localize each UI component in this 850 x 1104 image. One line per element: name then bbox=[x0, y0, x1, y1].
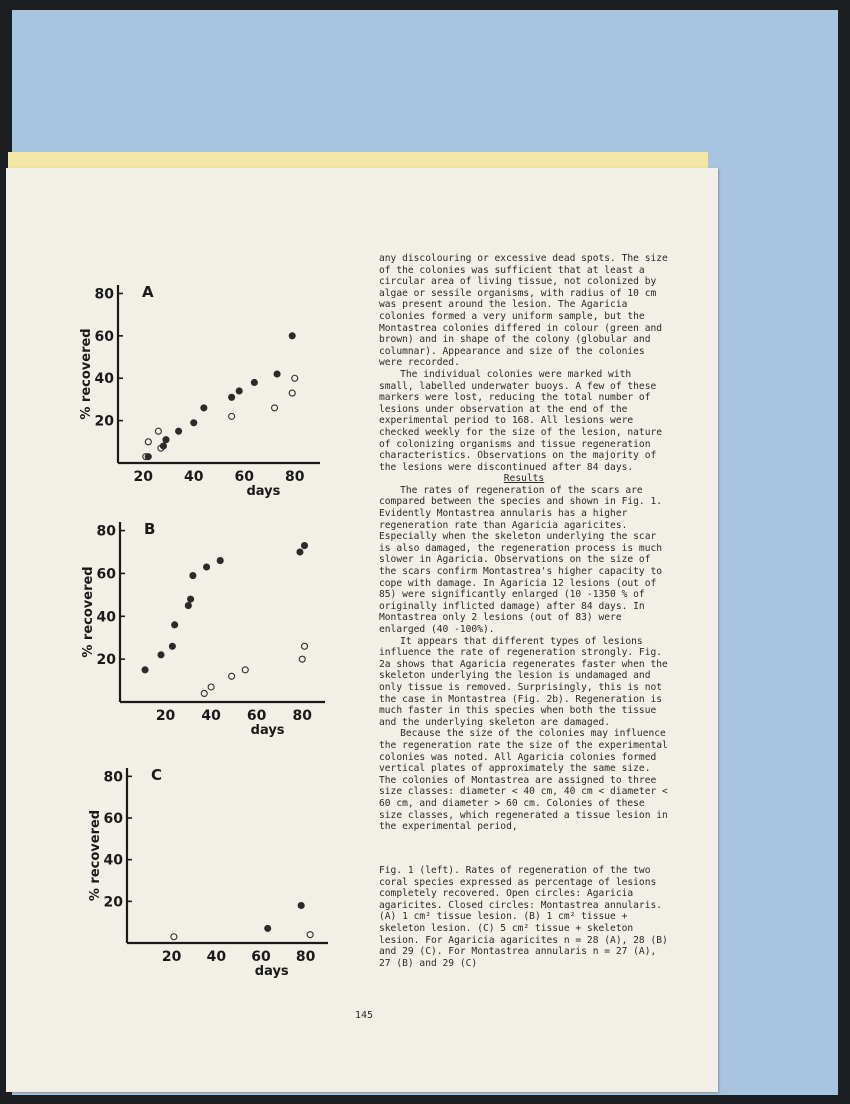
chart-b-closed-point bbox=[172, 622, 178, 628]
chart-b-open-point bbox=[201, 690, 207, 696]
chart-a-closed-point bbox=[236, 388, 242, 394]
chart-a-open-point bbox=[145, 439, 151, 445]
chart-b-closed-point bbox=[204, 564, 210, 570]
chart-b-open-point bbox=[302, 643, 308, 649]
chart-a-closed-point bbox=[229, 394, 235, 400]
chart-b-closed-point bbox=[190, 573, 196, 579]
chart-b-y-axis-label: % recovered bbox=[81, 566, 96, 658]
chart-a-panel-label: A bbox=[142, 283, 154, 301]
figure-caption: Fig. 1 (left). Rates of regeneration of the two coral species expressed as percentage of lesions completely recovered. Open circles: Agaricia agaricites. Closed circles: Montastrea annularis. (A) 1 cm² tissue lesion. (B) 1 cm² tissue + skeleton lesion. (C) 5 cm² tissue + skeleton lesion. For Agaricia agaricites n = 28 (A), 28 (B) and 29 (C). For Montastrea annularis n = 27 (A), 27 (B) and 29 (C) bbox=[379, 865, 668, 969]
chart-a-closed-point bbox=[201, 405, 207, 411]
chart-b-closed-point bbox=[169, 643, 175, 649]
chart-a-closed-point bbox=[251, 379, 257, 385]
chart-b-open-point bbox=[208, 684, 214, 690]
chart-b-closed-point bbox=[302, 543, 308, 549]
chart-b-closed-point bbox=[158, 652, 164, 658]
chart-a-y-tick-label: 20 bbox=[94, 413, 114, 430]
paragraph-4: It appears that different types of lesions influence the rate of regeneration strongly. Fig. 2a shows that Agaricia regenerates faster when the skeleton underlying the lesion is undamaged and only tissue is removed. Surprisingly, this is not the case in Montastrea (Fig. 2b). Regeneration is much faster in this species when both the tissue and the underlying skeleton are damaged. bbox=[379, 635, 668, 728]
chart-b-open-point bbox=[229, 673, 235, 679]
chart-a-open-point bbox=[272, 405, 278, 411]
results-heading: Results bbox=[503, 473, 545, 485]
page-number: 145 bbox=[355, 1010, 374, 1021]
chart-b-y-tick-label: 60 bbox=[96, 566, 116, 583]
paragraph-3: The rates of regeneration of the scars are compared between the species and shown in Fig. 1. Evidently Montastrea annularis has a higher regeneration rate than Agaricia agaricites. Especially when the skeleton underlying the scar is also damaged, the regeneration process is much slower in Agaricia. Observations on the size of the scars confirm Montastrea's higher capacity to cope with damage. In Agaricia 12 lesions (out of 85) were significantly enlarged (10 -1350 % of originally inflicted damage) after 84 days. In Montastrea only 2 lesions (out of 83) were enlarged (40 -100%). bbox=[379, 484, 663, 635]
paragraph-2: The individual colonies were marked with small, labelled underwater buoys. A few of these markers were lost, reducing the total number of lesions under observation at the end of the experimental period to 168. All lesions were checked weekly for the size of the lesion, nature of colonizing organisms and tissue regeneration characteristics. Observations on the majority of the lesions were discontinued after 84 days. bbox=[379, 368, 663, 473]
chart-a bbox=[70, 270, 340, 500]
chart-b-closed-point bbox=[142, 667, 148, 673]
chart-a-closed-point bbox=[289, 333, 295, 339]
chart-a-x-tick-label: 20 bbox=[133, 469, 153, 485]
chart-b-x-axis-label: days bbox=[250, 723, 285, 738]
chart-c-x-tick-label: 40 bbox=[206, 949, 227, 965]
chart-a-y-tick-label: 80 bbox=[94, 286, 114, 303]
chart-a-open-point bbox=[155, 428, 161, 434]
chart-a-x-axis-label: days bbox=[246, 484, 281, 499]
chart-c-closed-point bbox=[265, 925, 271, 931]
chart-c-closed-point bbox=[298, 903, 304, 909]
chart-b-closed-point bbox=[188, 596, 194, 602]
chart-c-open-point bbox=[307, 932, 313, 938]
chart-c-y-tick-label: 40 bbox=[103, 852, 123, 869]
chart-c-y-axis-label: % recovered bbox=[88, 809, 103, 902]
chart-c-x-axis-label: days bbox=[254, 964, 289, 979]
chart-c bbox=[70, 755, 340, 979]
chart-a-svg bbox=[70, 270, 340, 500]
chart-c-y-tick-label: 80 bbox=[103, 769, 123, 786]
chart-b-svg bbox=[70, 510, 340, 750]
chart-c-x-tick-label: 20 bbox=[161, 949, 182, 965]
chart-b-panel-label: B bbox=[144, 520, 156, 538]
chart-a-open-point bbox=[292, 375, 298, 381]
chart-a-closed-point bbox=[176, 428, 182, 434]
chart-a-closed-point bbox=[191, 420, 197, 426]
chart-b bbox=[70, 510, 340, 750]
chart-b-y-tick-label: 80 bbox=[96, 523, 116, 540]
chart-b-closed-point bbox=[297, 549, 303, 555]
chart-a-y-axis-label: % recovered bbox=[79, 328, 94, 420]
chart-a-y-tick-label: 60 bbox=[94, 328, 114, 345]
chart-c-x-tick-label: 80 bbox=[295, 949, 316, 965]
chart-a-y-tick-label: 40 bbox=[94, 371, 114, 388]
chart-b-closed-point bbox=[217, 558, 223, 564]
chart-c-svg bbox=[70, 755, 340, 979]
chart-b-open-point bbox=[242, 667, 248, 673]
chart-b-y-tick-label: 20 bbox=[96, 652, 116, 669]
chart-a-x-tick-label: 40 bbox=[184, 469, 204, 485]
chart-c-y-tick-label: 60 bbox=[103, 811, 123, 827]
chart-a-x-tick-label: 60 bbox=[234, 469, 254, 485]
chart-c-y-tick-label: 20 bbox=[103, 894, 123, 911]
chart-a-open-point bbox=[289, 390, 295, 396]
chart-a-closed-point bbox=[274, 371, 280, 377]
chart-c-x-tick-label: 60 bbox=[251, 949, 271, 965]
chart-a-open-point bbox=[229, 413, 235, 419]
paragraph-1: any discolouring or excessive dead spots. The size of the colonies was sufficient that at least a circular area of living tissue, not colonized by algae or sessile organisms, with radius of 10 cm was present around the lesion. The Agaricia colonies formed a very uniform sample, but the Montastrea colonies differed in colour (green and brown) and in shape of the colony (globular and columnar). Appearance and size of the colonies were recorded. bbox=[379, 253, 668, 369]
paragraph-5: Because the size of the colonies may influence the regeneration rate the size of the experimental colonies was noted. All Agaricia colonies formed vertical plates of approximately the same size. The colonies of Montastrea are assigned to three size classes: diameter < 40 cm, 40 cm < diameter < 60 cm, and diameter > 60 cm. Colonies of these size classes, which regenerated a tissue lesion in the experimental period, bbox=[379, 728, 668, 833]
chart-a-closed-point bbox=[163, 437, 169, 443]
chart-a-closed-point bbox=[145, 454, 151, 460]
chart-c-panel-label: C bbox=[151, 766, 163, 784]
chart-b-x-tick-label: 80 bbox=[292, 708, 312, 724]
chart-b-y-tick-label: 40 bbox=[96, 609, 116, 626]
chart-b-x-tick-label: 60 bbox=[246, 708, 267, 724]
chart-b-open-point bbox=[299, 656, 305, 662]
chart-a-x-tick-label: 80 bbox=[285, 469, 305, 485]
chart-b-x-tick-label: 20 bbox=[155, 708, 176, 724]
chart-a-closed-point bbox=[160, 443, 166, 449]
chart-b-closed-point bbox=[185, 603, 191, 609]
body-text bbox=[379, 253, 669, 833]
chart-b-x-tick-label: 40 bbox=[201, 708, 221, 724]
chart-c-open-point bbox=[171, 934, 177, 940]
